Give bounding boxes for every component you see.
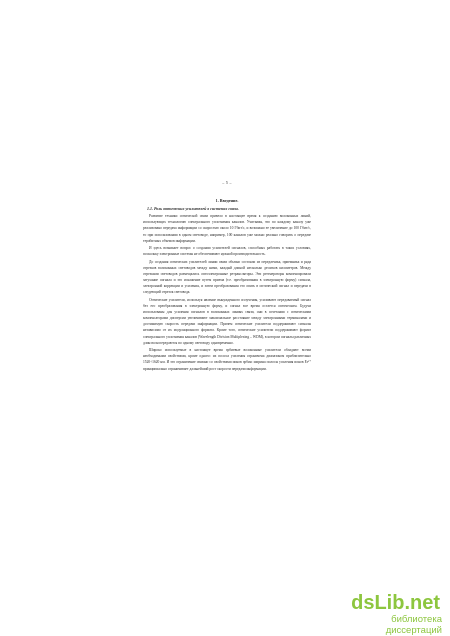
document-page xyxy=(143,180,311,372)
subsection-heading: 1.1. Роль оптических усилителей в системах связи. xyxy=(147,206,239,212)
paragraph: Развитие техники оптической связи привело в настоящее время к созданию волоконных линий, использующих технологию спектрального уплотнения каналов. Учитывая, что по каждому каналу уже реализовано передача информации со скоростью около 10 Гбит/с, и возможно ее увеличение до 100 Гбит/с, то при использовании в одном световоде, например, 100 каналов уже можно реально говорить о передаче терабитных объемов информации. xyxy=(143,214,311,243)
paragraph: И здесь возникает вопрос о создании усилителей сигналов, способных работать в таких условиях, поскольку электронные системы не обеспечивают нужной производительность. xyxy=(143,246,311,257)
paragraph: Оптические усилители, используя явление вынужденного излучения, усиливают передаваемый сигнал без его преобразования в электронную форму, и сигнал все время остается оптическим. Будучи использованы для усиления сигналов в волоконных линиях связи, они в сочетании с оптическими компенсаторами дисперсии увеличивают максимальное расстояние между электронными терминалами и достижимую скорость передачи информации. Причем оптические усилители поддерживают сигналы независимо от их модуляционного формата. Кроме того, оптические усилители поддерживают формат спектрального уплотнения каналов (Wavelength Division Multiplexing – WDM), в котором сигналы различных длин волн передаются по одному световоду одновременно. xyxy=(143,298,311,345)
paragraph: До создания оптических усилителей линии связи обычно состояли из передатчика, приемника и ряда отрезков волоконных световодов между ними, каждый длиной несколько десятков километров. Между отрезками световодов размещались оптоэлектронные ретрансляторы. Эти регенераторы компенсировали затухание сигнала и это искажение путем приема (т.е. преобразования в электронную форму) сигнала, электронной коррекции и усиления, и затем преобразования его опять в оптический сигнал и передачи в следующий отрезок световода. xyxy=(143,259,311,295)
page-number: – 5 – xyxy=(222,180,232,185)
paragraph: Широко используемые в настоящее время эрбиевые волоконные усилители обладают всеми необходимыми свойствами, кроме одного: их полоса усиления ограничена диапазоном приблизительно 1520÷1620 нм. И это ограничение связано со свойствами ионов эрбия: ширина полосы усиления ионов Er³⁺ принципиально ограничивает дальнейший рост скорости передачи информации. xyxy=(143,348,311,371)
dslib-logo[interactable] xyxy=(342,592,448,636)
logo-name: dsLib.net xyxy=(351,592,440,614)
section-heading: 1. Введение. xyxy=(215,198,239,204)
logo-tagline: библиотека диссертаций xyxy=(385,614,442,636)
